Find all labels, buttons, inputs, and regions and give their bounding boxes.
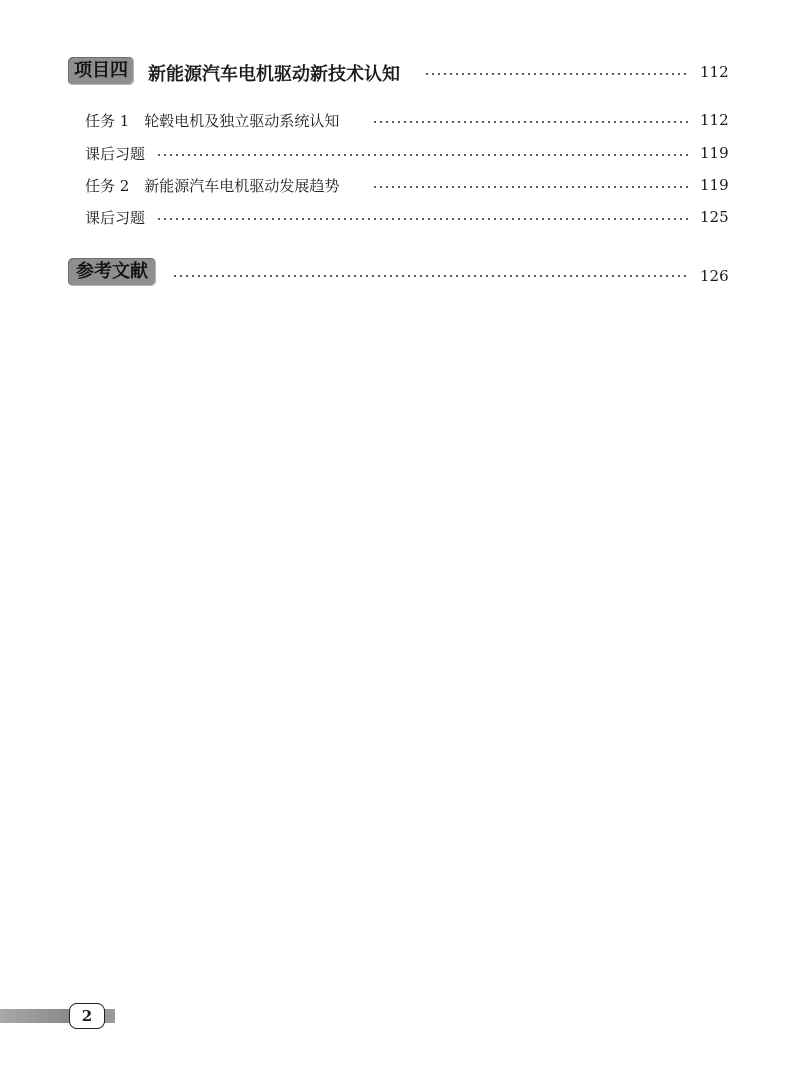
toc-entry-exercise2[interactable] [0,205,790,235]
toc-entry-project4[interactable] [0,57,790,87]
leader-dots [172,275,690,277]
references-label-badge: 参考文献 [68,258,156,286]
toc-page-references: 126 [700,267,729,285]
leader-dots [372,121,690,123]
leader-dots [156,154,690,156]
leader-dots [424,73,690,75]
toc-entry-references[interactable] [0,258,790,288]
toc-page-project4: 112 [700,63,729,81]
toc-page-exercise2: 125 [700,208,729,226]
toc-title-task1: 任务 1 轮毂电机及独立驱动系统认知 [85,112,340,130]
toc-page-exercise1: 119 [700,144,729,162]
toc-entry-task1[interactable] [0,108,790,138]
project-label-badge: 项目四 [68,57,134,85]
toc-page-task1: 112 [700,111,729,129]
toc-entry-task2[interactable] [0,173,790,203]
leader-dots [372,186,690,188]
toc-title-project4: 新能源汽车电机驱动新技术认知 [148,64,400,85]
toc-title-task2: 任务 2 新能源汽车电机驱动发展趋势 [85,177,340,195]
toc-page-task2: 119 [700,176,729,194]
toc-entry-exercise1[interactable] [0,141,790,171]
leader-dots [156,218,690,220]
toc-title-exercise2: 课后习题 [85,209,146,227]
toc-title-exercise1: 课后习题 [85,145,146,163]
page-number: 2 [69,1003,105,1029]
